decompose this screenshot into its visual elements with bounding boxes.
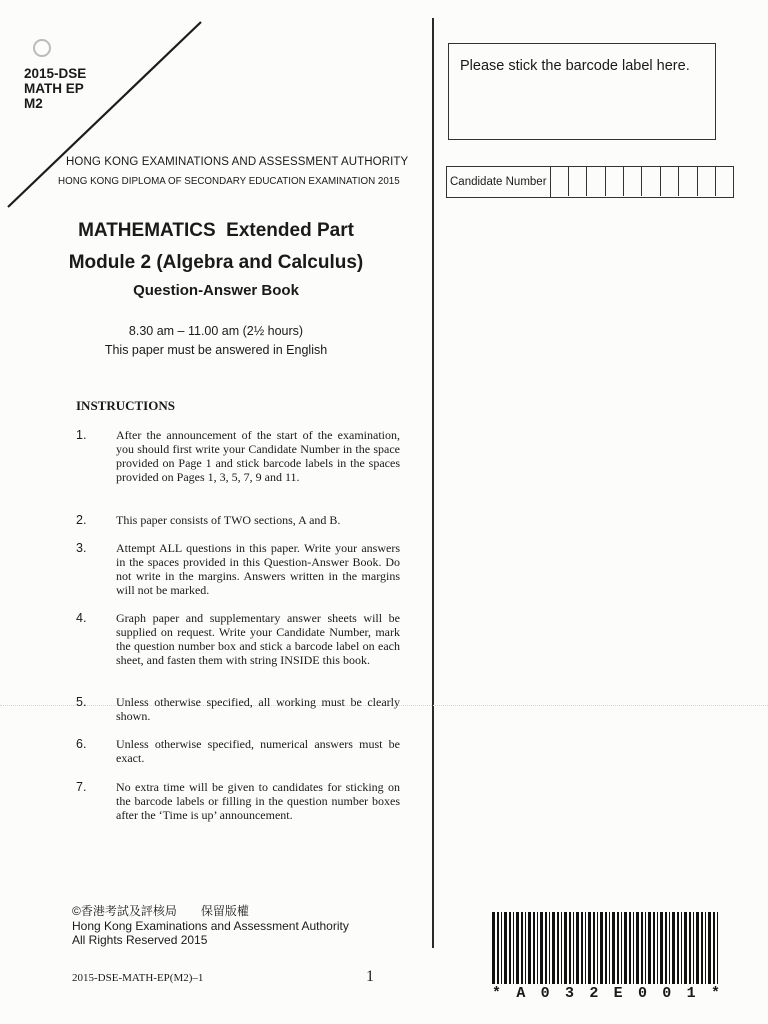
barcode-bar bbox=[597, 912, 598, 984]
barcode-bar bbox=[557, 912, 559, 984]
barcode-bar bbox=[696, 912, 699, 984]
language-note: This paper must be answered in English bbox=[104, 343, 328, 357]
barcode-caption-char: 2 bbox=[589, 985, 599, 1002]
page-number: 1 bbox=[366, 968, 374, 985]
paper-code-line: M2 bbox=[24, 96, 43, 111]
copyright-english: Hong Kong Examinations and Assessment Authority bbox=[72, 918, 349, 933]
barcode-bar bbox=[569, 912, 571, 984]
instruction-number: 2. bbox=[76, 513, 87, 527]
instruction-number: 3. bbox=[76, 541, 87, 555]
candidate-digit-cell[interactable] bbox=[551, 167, 569, 196]
barcode-bar bbox=[525, 912, 526, 984]
barcode-bar bbox=[660, 912, 663, 984]
candidate-number-cells bbox=[551, 167, 734, 197]
barcode-bar bbox=[645, 912, 646, 984]
page-divider bbox=[432, 18, 434, 948]
barcode-bar bbox=[540, 912, 543, 984]
instruction-text: Graph paper and supplementary answer sheets will be supplied on request. Write your Candidate Number, mark the question number box and stick a barcode label on each sheet, and fasten them with string INSIDE this book. bbox=[116, 611, 400, 667]
barcode-bar bbox=[648, 912, 651, 984]
punch-hole-icon bbox=[34, 40, 50, 56]
candidate-digit-cell[interactable] bbox=[606, 167, 624, 196]
candidate-digit-cell[interactable] bbox=[661, 167, 679, 196]
module-title: Module 2 (Algebra and Calculus) bbox=[68, 252, 364, 273]
barcode-bar bbox=[612, 912, 615, 984]
barcode-bar bbox=[665, 912, 667, 984]
barcode-bar bbox=[609, 912, 610, 984]
exam-name: HONG KONG DIPLOMA OF SECONDARY EDUCATION EXAMINATION 2015 bbox=[58, 176, 400, 187]
barcode-bar bbox=[492, 912, 495, 984]
barcode-bar bbox=[636, 912, 639, 984]
barcode-bar bbox=[581, 912, 583, 984]
corner-diagonal-line bbox=[0, 0, 240, 230]
candidate-digit-cell[interactable] bbox=[569, 167, 587, 196]
instruction-text: This paper consists of TWO sections, A and B. bbox=[116, 513, 341, 527]
barcode-caption-char: E bbox=[613, 985, 623, 1002]
barcode-bar bbox=[713, 912, 715, 984]
barcode-bar bbox=[705, 912, 706, 984]
barcode-bar bbox=[653, 912, 655, 984]
barcode-bar bbox=[521, 912, 523, 984]
barcode-bar bbox=[669, 912, 670, 984]
instruction-text: Attempt ALL questions in this paper. Write your answers in the spaces provided in this Question-Answer Book. Do not write in the margins. Answers written in the margins will not be marked. bbox=[116, 541, 400, 597]
barcode-bar bbox=[497, 912, 499, 984]
barcode-bar bbox=[504, 912, 507, 984]
barcode-bar bbox=[605, 912, 607, 984]
barcode-bar bbox=[701, 912, 703, 984]
barcode-bar bbox=[561, 912, 562, 984]
paper-title: MATHEMATICS Extended Part bbox=[78, 220, 354, 241]
barcode-graphic bbox=[492, 912, 720, 984]
barcode-bar bbox=[600, 912, 603, 984]
barcode-bar bbox=[641, 912, 643, 984]
barcode-bar bbox=[717, 912, 718, 984]
copyright-chinese: ©香港考試及評核局 保留版權 bbox=[72, 904, 249, 918]
barcode-bar bbox=[617, 912, 619, 984]
barcode-bar bbox=[708, 912, 711, 984]
barcode-bar bbox=[621, 912, 622, 984]
instruction-text: After the announcement of the start of the examination, you should first write your Candidate Number in the space provided on Page 1 and stick barcode labels in the spaces provided on Pages 1, 3, 5, 7, 9 and 11. bbox=[116, 428, 400, 484]
barcode-bar bbox=[533, 912, 535, 984]
paper-code-line: 2015-DSE bbox=[24, 66, 87, 81]
instruction-number: 6. bbox=[76, 737, 87, 751]
barcode-caption-char: 0 bbox=[637, 985, 647, 1002]
candidate-digit-cell[interactable] bbox=[624, 167, 642, 196]
candidate-number-box bbox=[446, 166, 734, 198]
instruction-text: No extra time will be given to candidates for sticking on the barcode labels or filling in the question number boxes after the ‘Time is up’ announcement. bbox=[116, 780, 400, 822]
candidate-digit-cell[interactable] bbox=[642, 167, 660, 196]
barcode-bar bbox=[576, 912, 579, 984]
barcode-bar bbox=[629, 912, 631, 984]
instruction-number: 4. bbox=[76, 611, 87, 625]
barcode-bar bbox=[633, 912, 634, 984]
instruction-text: Unless otherwise specified, all working must be clearly shown. bbox=[116, 695, 400, 723]
barcode-caption-char: A bbox=[516, 985, 526, 1002]
candidate-digit-cell[interactable] bbox=[679, 167, 697, 196]
barcode-bar bbox=[516, 912, 519, 984]
barcode-caption-char: 1 bbox=[686, 985, 696, 1002]
barcode-bar bbox=[624, 912, 627, 984]
barcode-bar bbox=[545, 912, 547, 984]
barcode-caption-char: 0 bbox=[540, 985, 550, 1002]
authority-name: HONG KONG EXAMINATIONS AND ASSESSMENT AUTHORITY bbox=[66, 156, 409, 168]
barcode-bar bbox=[549, 912, 550, 984]
barcode-bar bbox=[552, 912, 555, 984]
barcode-bar bbox=[677, 912, 679, 984]
barcode-caption-char: * bbox=[492, 985, 502, 1002]
instructions-heading: INSTRUCTIONS bbox=[76, 398, 175, 413]
barcode-caption-char: 3 bbox=[564, 985, 574, 1002]
barcode-bar bbox=[501, 912, 502, 984]
barcode-bar bbox=[672, 912, 675, 984]
barcode-caption-char: * bbox=[710, 985, 720, 1002]
candidate-number-label: Candidate Number bbox=[447, 167, 551, 197]
candidate-digit-cell[interactable] bbox=[587, 167, 605, 196]
barcode-caption bbox=[492, 985, 720, 1002]
barcode-bar bbox=[509, 912, 511, 984]
candidate-digit-cell[interactable] bbox=[716, 167, 733, 196]
barcode-bar bbox=[564, 912, 567, 984]
copyright-rights: All Rights Reserved 2015 bbox=[72, 933, 208, 947]
paper-code bbox=[24, 66, 86, 111]
exam-time: 8.30 am – 11.00 am (2½ hours) bbox=[128, 324, 304, 338]
instruction-number: 5. bbox=[76, 695, 87, 709]
barcode-bar bbox=[513, 912, 514, 984]
barcode-bar bbox=[528, 912, 531, 984]
instruction-text: Unless otherwise specified, numerical answers must be exact. bbox=[116, 737, 400, 765]
instruction-number: 7. bbox=[76, 780, 87, 794]
copyright-block bbox=[72, 904, 349, 948]
barcode-bar bbox=[585, 912, 586, 984]
footer-paper-code: 2015-DSE-MATH-EP(M2)–1 bbox=[72, 972, 204, 984]
barcode-bar bbox=[693, 912, 694, 984]
barcode-bar bbox=[681, 912, 682, 984]
barcode-bar bbox=[684, 912, 687, 984]
paper-code-line: MATH EP bbox=[24, 81, 84, 96]
barcode-bar bbox=[657, 912, 658, 984]
barcode-bar bbox=[588, 912, 591, 984]
barcode-bar bbox=[689, 912, 691, 984]
book-type: Question-Answer Book bbox=[133, 282, 299, 299]
candidate-digit-cell[interactable] bbox=[698, 167, 716, 196]
barcode-bar bbox=[573, 912, 574, 984]
barcode-bar bbox=[593, 912, 595, 984]
barcode-label-instruction: Please stick the barcode label here. bbox=[460, 58, 690, 74]
barcode-bar bbox=[537, 912, 538, 984]
barcode-caption-char: 0 bbox=[662, 985, 672, 1002]
instruction-number: 1. bbox=[76, 428, 87, 442]
